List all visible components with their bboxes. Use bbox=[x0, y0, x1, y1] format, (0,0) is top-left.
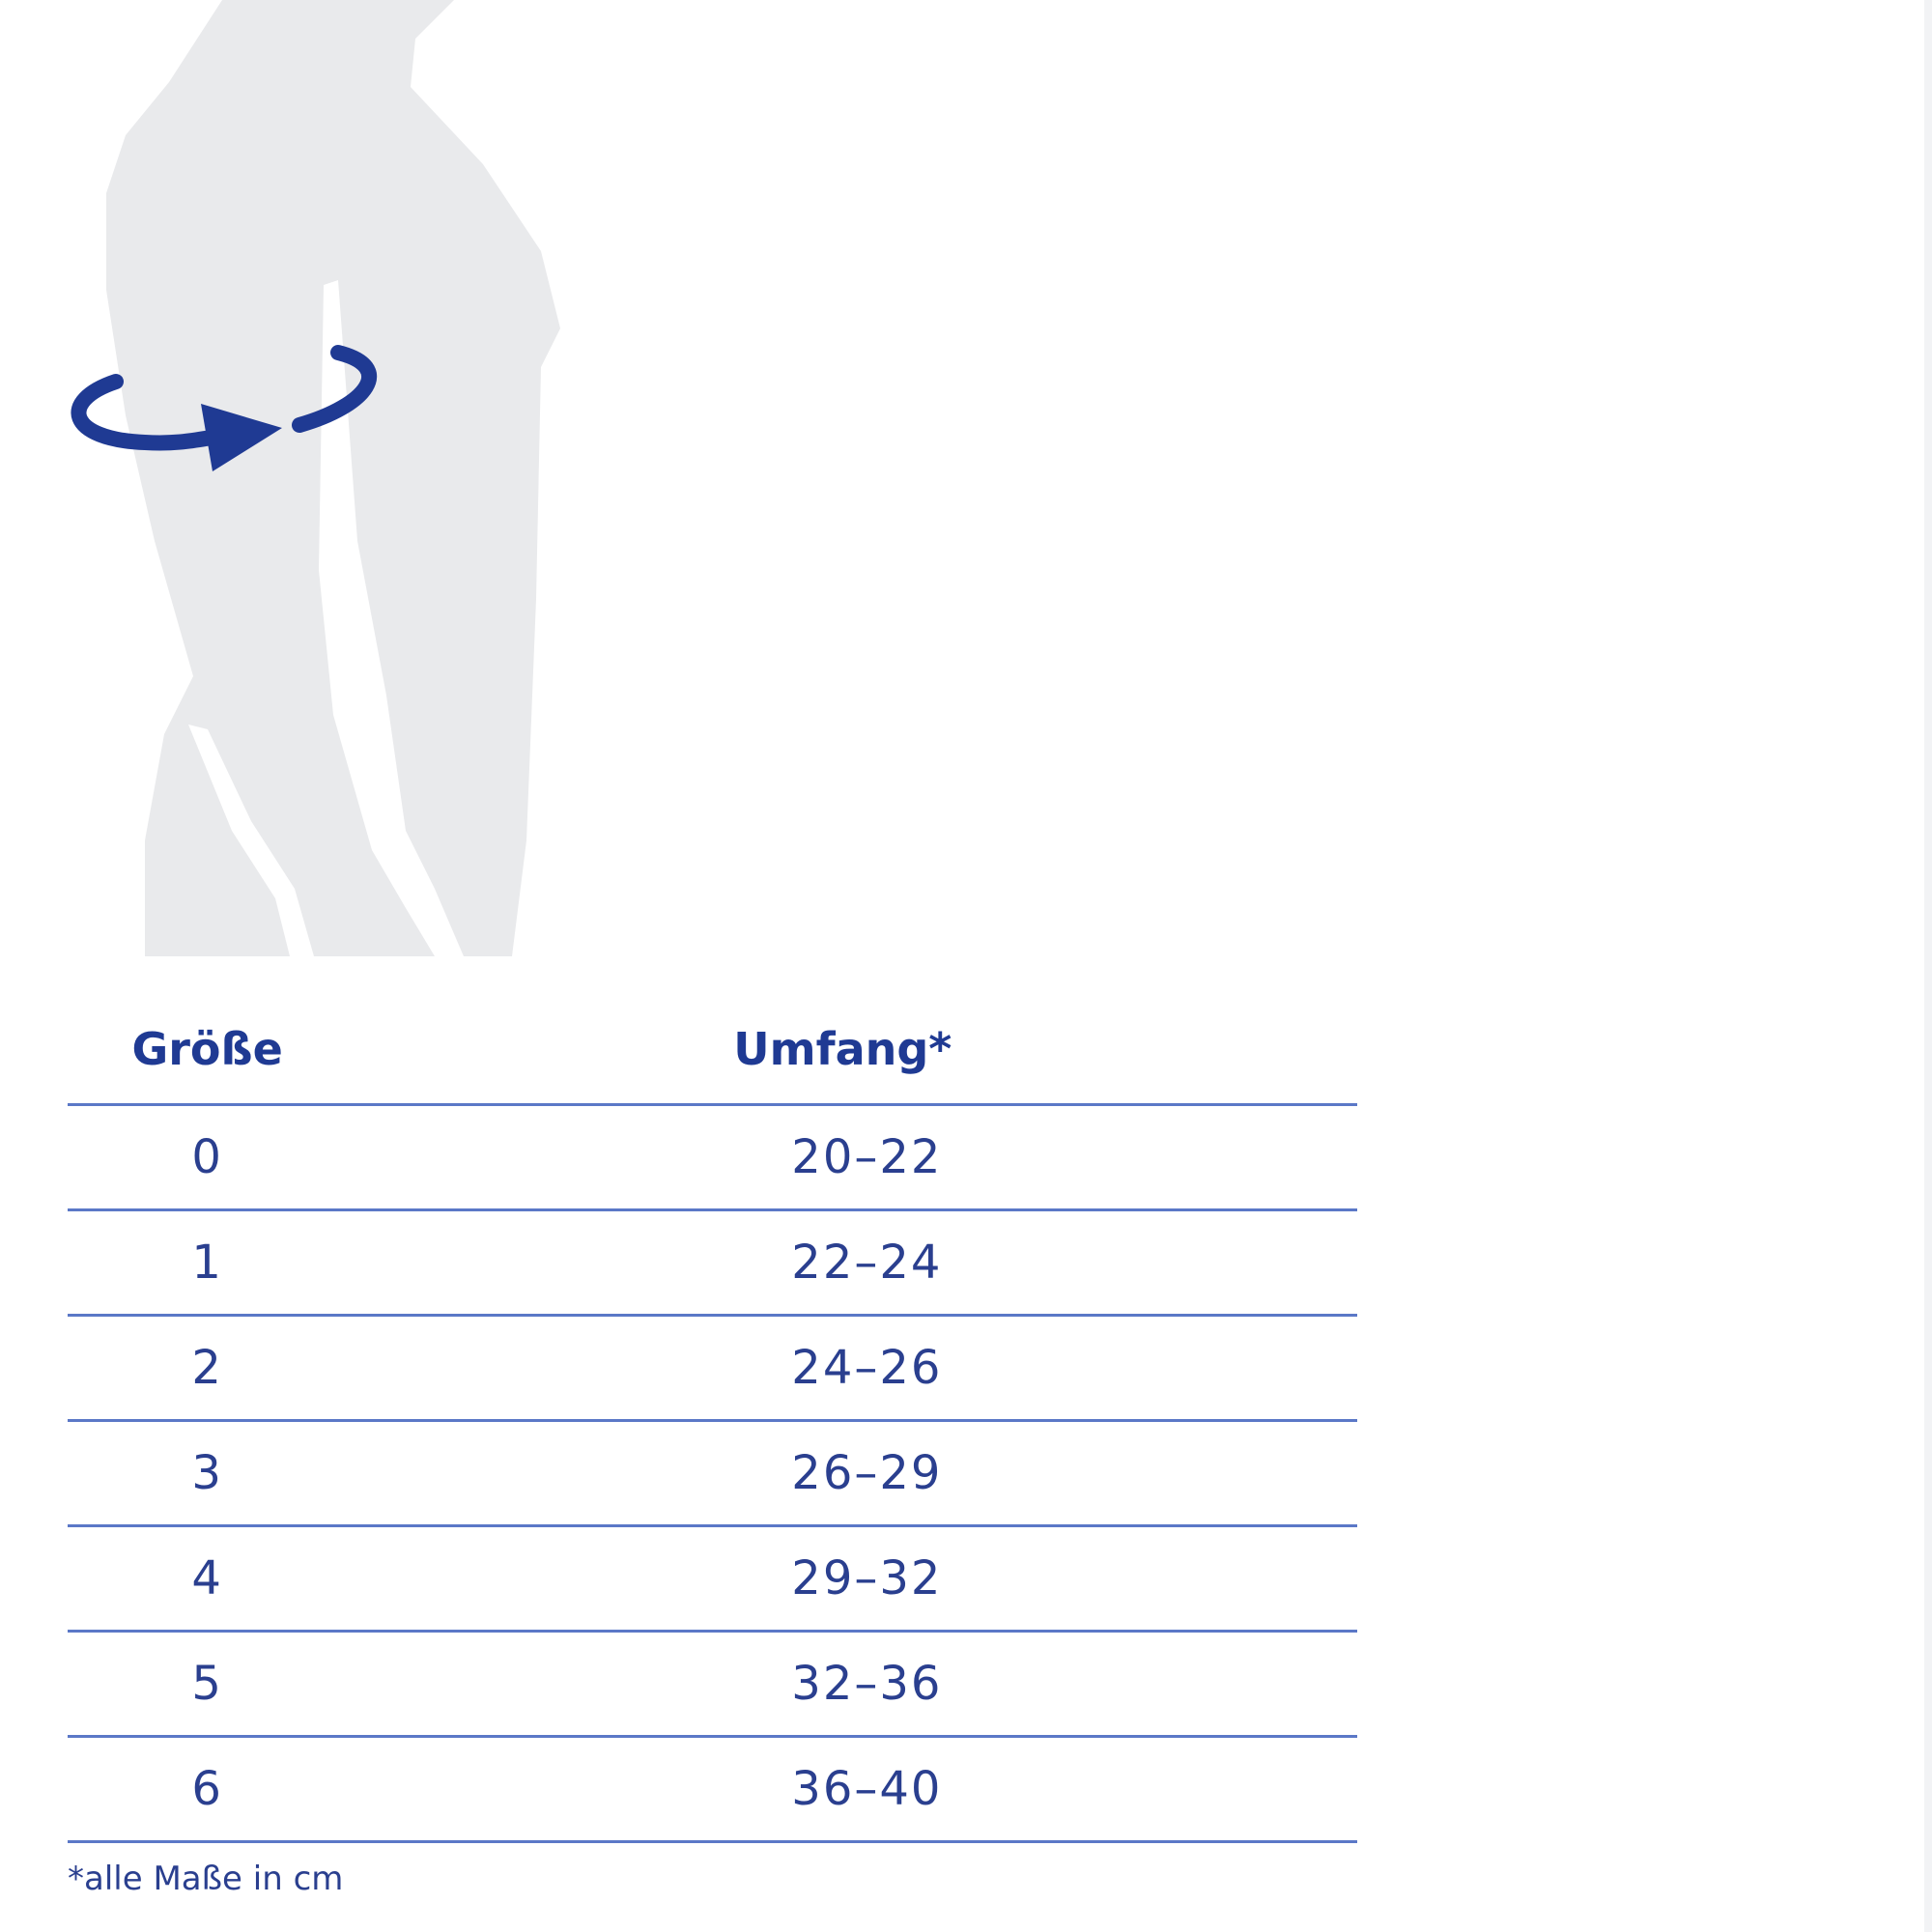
size-cell: 5 bbox=[68, 1632, 347, 1737]
table-row bbox=[68, 1316, 1357, 1421]
size-cell: 1 bbox=[68, 1210, 347, 1316]
size-cell: 4 bbox=[68, 1526, 347, 1632]
table-header-row bbox=[68, 995, 1357, 1105]
range-cell: 20–22 bbox=[347, 1105, 1357, 1210]
table-row bbox=[68, 1105, 1357, 1210]
page-edge bbox=[1924, 0, 1932, 1932]
range-cell: 29–32 bbox=[347, 1526, 1357, 1632]
size-cell: 6 bbox=[68, 1737, 347, 1842]
size-cell: 2 bbox=[68, 1316, 347, 1421]
table-row bbox=[68, 1526, 1357, 1632]
size-cell: 3 bbox=[68, 1421, 347, 1526]
footnote: *alle Maße in cm bbox=[68, 1860, 344, 1898]
header-circumference-label: Umfang* bbox=[733, 1023, 952, 1075]
range-cell: 26–29 bbox=[347, 1421, 1357, 1526]
size-cell: 0 bbox=[68, 1105, 347, 1210]
range-cell: 36–40 bbox=[347, 1737, 1357, 1842]
arm-silhouette-icon bbox=[0, 0, 599, 966]
table-row bbox=[68, 1421, 1357, 1526]
table-row bbox=[68, 1210, 1357, 1316]
header-circumference bbox=[347, 995, 1357, 1105]
table-row bbox=[68, 1737, 1357, 1842]
table-row bbox=[68, 1632, 1357, 1737]
range-cell: 24–26 bbox=[347, 1316, 1357, 1421]
size-table bbox=[68, 995, 1357, 1843]
range-cell: 32–36 bbox=[347, 1632, 1357, 1737]
header-size: Größe bbox=[68, 995, 347, 1105]
range-cell: 22–24 bbox=[347, 1210, 1357, 1316]
